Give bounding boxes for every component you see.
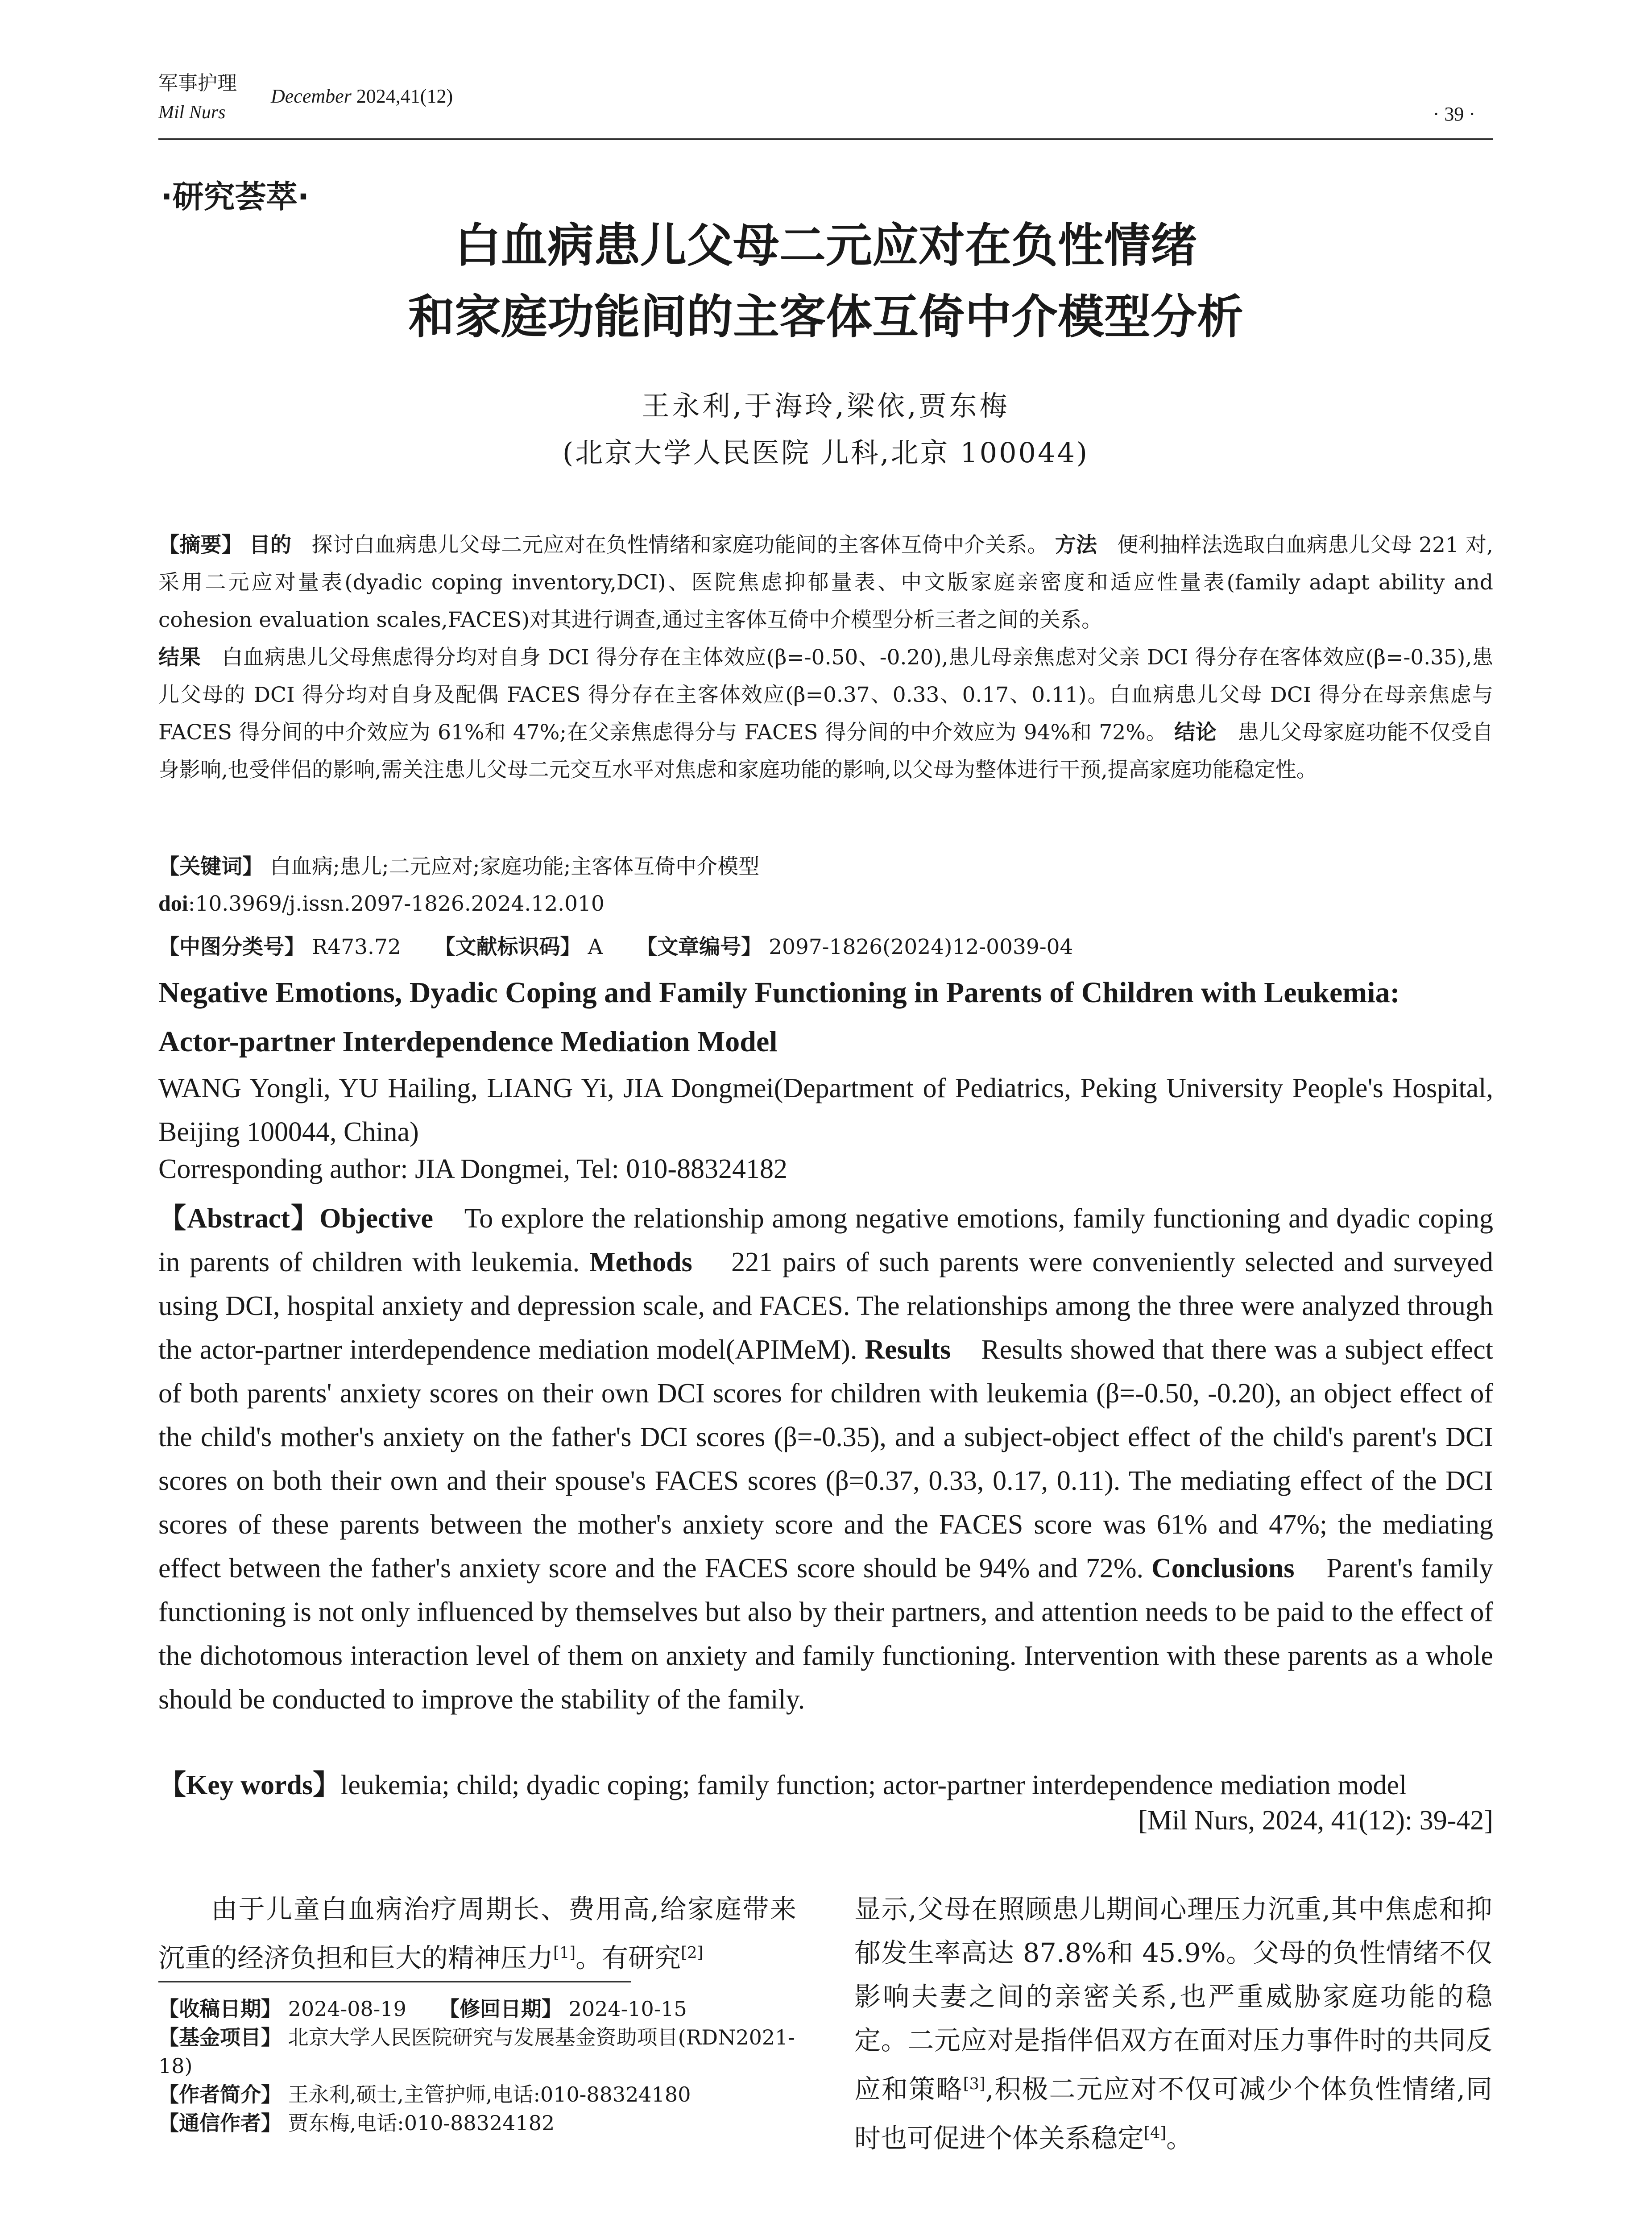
affiliation-cn: (北京大学人民医院 儿科,北京 100044) [562, 436, 1089, 469]
methods-en-label: Methods [589, 1247, 692, 1277]
results-cn-label: 结果 [158, 645, 201, 670]
authors-en: WANG Yongli, YU Hailing, LIANG Yi, JIA Dongmei(Department of Pediatrics, Peking University People's Hospital, Beijing 100044, China) [158, 1073, 1493, 1147]
section-label: ·研究荟萃· [161, 178, 310, 215]
objective-en-label: Objective [319, 1203, 434, 1234]
journal-name-en: Mil Nurs [158, 102, 226, 123]
fund-label: 【基金项目】 [158, 2025, 282, 2049]
body-left-text: 由于儿童白血病治疗周期长、费用高,给家庭带来沉重的经济负担和巨大的精神压力 [158, 1894, 796, 1974]
keywords-cn-label: 【关键词】 [158, 854, 263, 879]
title-cn-line2: 和家庭功能间的主客体互倚中介模型分析 [408, 290, 1243, 344]
doi-text: :10.3969/j.issn.2097-1826.2024.12.010 [188, 892, 604, 916]
fund-text: 北京大学人民医院研究与发展基金资助项目(RDN2021-18) [158, 2025, 795, 2078]
title-cn [158, 210, 1493, 352]
results-en-text: Results showed that there was a subject effect of both parents' anxiety scores on their own DCI scores for children with leukemia (β=-0.50, -0.20), an object effect of the child's mother's anxiety on the father's DCI scores (β=-0.35), and a subject-object effect of the child's parent's DCI scores on both their own and their spouse's FACES scores (β=0.37, 0.33, 0.17, 0.11). The mediating effect of the DCI scores of these parents between the mother's anxiety score and the FACES score was 61% and 47%; the mediating effect between the father's anxiety score and the FACES score should be 94% and 72%. [158, 1335, 1493, 1584]
title-en [158, 968, 1493, 1066]
conclusion-cn-label: 结论 [1174, 720, 1217, 745]
doc-code-label: 【文献标识码】 [434, 935, 581, 959]
abstract-en [158, 1197, 1493, 1721]
author-bio-text: 王永利,硕士,主管护师,电话:010-88324180 [288, 2082, 691, 2107]
abstract-cn [158, 527, 1493, 789]
issue-month: December [271, 85, 352, 107]
corresponding-author-en: Corresponding author: JIA Dongmei, Tel: 010-88324182 [158, 1154, 788, 1184]
body-column-right [854, 1887, 1492, 2160]
body-right-text-c: 。 [1166, 2123, 1193, 2154]
footnote-fund [158, 2023, 796, 2080]
abstract-en-label: 【Abstract】 [158, 1203, 320, 1234]
body-right-text-b: ,积极二元应对不仅可减少个体负性情绪,同时也可促进个体关系稳定 [854, 2073, 1492, 2154]
revised-date: 2024-10-15 [568, 1997, 687, 2021]
clc-label: 【中图分类号】 [158, 935, 305, 959]
received-label: 【收稿日期】 [158, 1997, 282, 2021]
keywords-en-label: 【Key words】 [158, 1770, 341, 1800]
author-bio-label: 【作者简介】 [158, 2082, 282, 2107]
ref-4[interactable]: [4] [1144, 2123, 1167, 2142]
conclusions-en-text: Parent's family functioning is not only influenced by themselves but also by their partners, and attention needs to be paid to the effect of the dichotomous interaction level of them on anxiety and family functioning. Intervention with these parents as a whole should be conducted to improve the stability of the family. [158, 1553, 1494, 1715]
classification-line [158, 930, 1493, 960]
doi-line [158, 890, 1493, 916]
conclusion-cn-text: 患儿父母家庭功能不仅受自身影响,也受伴侣的影响,需关注患儿父母二元交互水平对焦虑和家庭功能的影响,以父母为整体进行干预,提高家庭功能稳定性。 [158, 720, 1493, 782]
article-number-value: 2097-1826(2024)12-0039-04 [769, 935, 1073, 959]
objective-cn-text: 探讨白血病患儿父母二元应对在负性情绪和家庭功能间的主客体互倚中介关系。 [311, 533, 1048, 557]
footnote-dates [158, 1995, 796, 2023]
body-left-text-b: 。有研究 [576, 1942, 681, 1974]
abstract-cn-label: 【摘要】 [158, 533, 243, 557]
title-cn-line1: 白血病患儿父母二元应对在负性情绪 [454, 218, 1197, 273]
corresponding-label: 【通信作者】 [158, 2111, 282, 2135]
body-paragraph-left [158, 1887, 796, 1980]
revised-label: 【修回日期】 [439, 1997, 562, 2021]
methods-cn-label: 方法 [1055, 533, 1097, 557]
title-en-line1: Negative Emotions, Dyadic Coping and Family Functioning in Parents of Children with Leukemia: [158, 976, 1400, 1009]
received-date: 2024-08-19 [288, 1997, 406, 2021]
running-header [158, 67, 1493, 140]
objective-cn-label: 目的 [249, 533, 292, 557]
results-en-label: Results [865, 1335, 951, 1365]
conclusions-en-label: Conclusions [1151, 1553, 1295, 1584]
methods-en-text: 221 pairs of such parents were conveniently selected and surveyed using DCI, hospital anxiety and depression scale, and FACES. The relationships among the three were analyzed through the actor-partner interdependence mediation model(APIMeM). [158, 1247, 1494, 1365]
footnote-corresponding [158, 2109, 796, 2137]
clc-value: R473.72 [311, 935, 401, 959]
corresponding-text: 贾东梅,电话:010-88324182 [288, 2111, 555, 2135]
issue-info [271, 85, 453, 108]
body-paragraph-right [854, 1887, 1492, 2160]
ref-1[interactable]: [1] [553, 1944, 576, 1962]
results-cn-text: 白血病患儿父母焦虑得分均对自身 DCI 得分存在主体效应(β=-0.50、-0.20),患儿母亲焦虑对父亲 DCI 得分存在客体效应(β=-0.35),患儿父母的 DCI 得分均对自身及配偶 FACES 得分存在主客体效应(β=0.37、0.33、0.17、0.11)。白血病患儿父母 DCI 得分在母亲焦虑与 FACES 得分间的中介效应为 61%和 47%;在父亲焦虑得分与 FACES 得分间的中介效应为 94%和 72%。 [158, 645, 1493, 745]
doi-label: doi [158, 891, 188, 916]
footnotes [158, 1995, 796, 2137]
article-number-label: 【文章编号】 [636, 935, 762, 959]
ref-3[interactable]: [3] [963, 2075, 985, 2093]
keywords-cn-text: 白血病;患儿;二元应对;家庭功能;主客体互倚中介模型 [269, 854, 760, 879]
body-column-left [158, 1887, 796, 1980]
keywords-en-text: leukemia; child; dyadic coping; family function; actor-partner interdependence mediation model [340, 1770, 1407, 1800]
issue-volume: 2024,41(12) [351, 85, 453, 107]
objective-en-text: To explore the relationship among negative emotions, family functioning and dyadic coping in parents of children with leukemia. [158, 1203, 1493, 1277]
authors-cn: 王永利,于海玲,梁依,贾东梅 [642, 390, 1010, 422]
page-number: · 39 · [1433, 103, 1475, 125]
ref-2[interactable]: [2] [681, 1944, 704, 1962]
title-en-line2: Actor-partner Interdependence Mediation Model [158, 1025, 778, 1058]
keywords-en [158, 1762, 1493, 1802]
methods-cn-text: 便利抽样法选取白血病患儿父母 221 对,采用二元应对量表(dyadic coping inventory,DCI)、医院焦虑抑郁量表、中文版家庭亲密度和适应性量表(family adapt ability and cohesion evaluation scales,FACES)对其进行调查,通过主客体互倚中介模型分析三者之间的关系。 [158, 533, 1494, 632]
body-right-text: 显示,父母在照顾患儿期间心理压力沉重,其中焦虑和抑郁发生率高达 87.8%和 45.9%。父母的负性情绪不仅影响夫妻之间的亲密关系,也严重威胁家庭功能的稳定。二元应对是指伴侣双方在面对压力事件时的共同反应和策略 [854, 1894, 1492, 2105]
journal-name-cn: 军事护理 [158, 72, 237, 95]
keywords-cn [158, 850, 1493, 880]
doc-code-value: A [588, 935, 603, 959]
footnote-author [158, 2080, 796, 2109]
citation-en: [Mil Nurs, 2024, 41(12): 39-42] [1138, 1805, 1493, 1836]
footnote-divider [158, 1981, 631, 1982]
